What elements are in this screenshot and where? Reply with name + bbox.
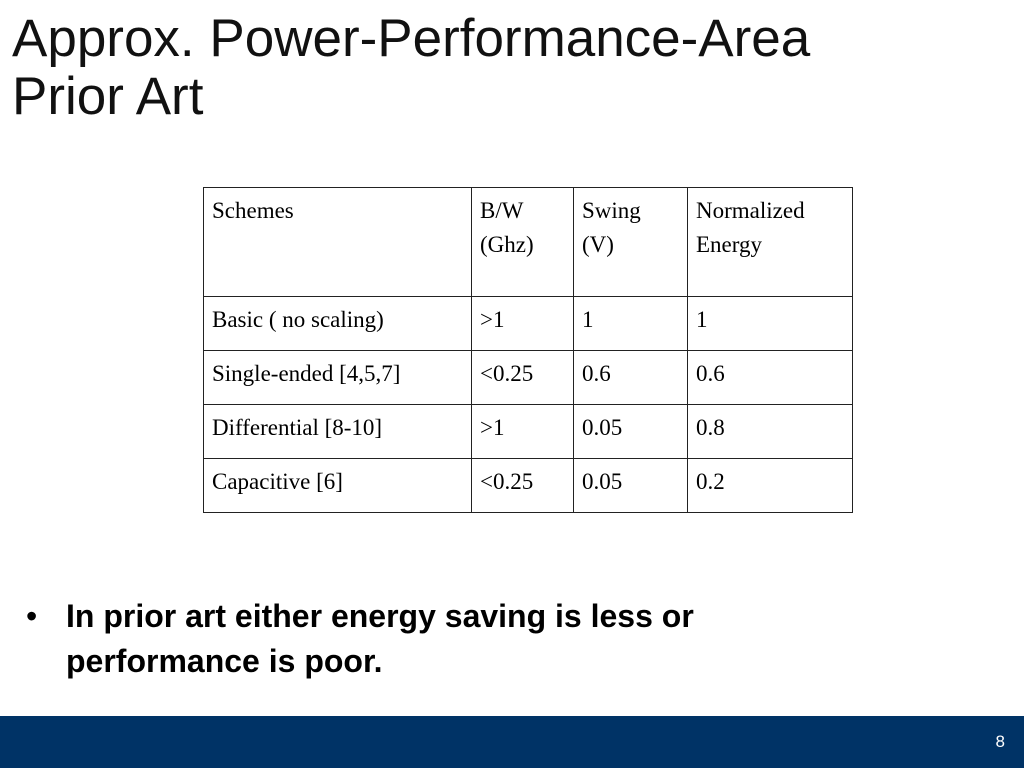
table-cell: Differential [8-10] [204,405,472,459]
table-cell: >1 [472,405,574,459]
bullet-list [26,594,986,684]
bullet-item [26,594,986,684]
table-row [204,351,853,405]
table-cell: 0.05 [574,459,688,513]
bullet-text-line: performance is poor. [66,643,383,679]
table-header-row [204,188,853,297]
header-cell-swing [574,188,688,297]
header-text: (V) [582,232,614,257]
table-cell: 0.6 [574,351,688,405]
header-text: Schemes [212,198,294,223]
slide-title [12,10,1002,126]
header-text: Normalized [696,198,805,223]
header-text: Energy [696,232,763,257]
footer-bar [0,716,1024,768]
table-row [204,297,853,351]
header-text: Swing [582,198,641,223]
table-cell: 0.6 [688,351,853,405]
table-cell: Single-ended [4,5,7] [204,351,472,405]
table-cell: Basic ( no scaling) [204,297,472,351]
table-cell: 0.8 [688,405,853,459]
table-cell: Capacitive [6] [204,459,472,513]
table-row [204,459,853,513]
header-cell-bandwidth [472,188,574,297]
header-cell-schemes [204,188,472,297]
table-cell: >1 [472,297,574,351]
bullet-marker: • [26,598,38,634]
slide-title-line-1: Approx. Power-Performance-Area [12,9,811,68]
comparison-table [203,187,853,513]
header-cell-normalized-energy [688,188,853,297]
slide-title-line-2: Prior Art [12,67,204,126]
table-cell: 1 [688,297,853,351]
table-row [204,405,853,459]
header-text: (Ghz) [480,232,534,257]
bullet-text-line: In prior art either energy saving is less or [66,598,694,634]
header-text: B/W [480,198,524,223]
table-cell: 0.2 [688,459,853,513]
table-cell: 0.05 [574,405,688,459]
bullet-text [66,594,826,684]
table-cell: <0.25 [472,351,574,405]
table-cell: <0.25 [472,459,574,513]
table-cell: 1 [574,297,688,351]
page-number: 8 [995,732,1005,751]
